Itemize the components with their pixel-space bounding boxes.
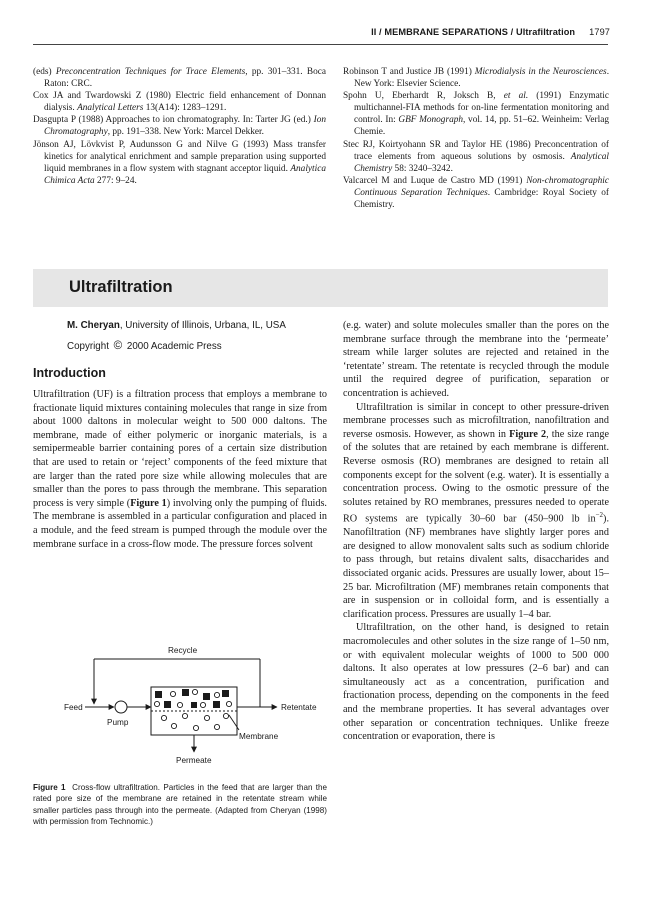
reference-entry: Valcarcel M and Luque de Castro MD (1991) Non-chromatographic Continuous Separation Techniques. Cambridge: Royal Society of Chemistry.	[343, 175, 609, 211]
large-particle	[164, 701, 171, 708]
body-paragraph: Ultrafiltration is similar in concept to other pressure-driven membrane processes such as microfiltration, nanofiltration and reverse osmosis. However, as shown in Figure 2, the size range of the solutes that are retained by each membrane is different. Reverse osmosis (RO) membranes are designed to retain all components except for the solvent (e.g. water). It is essentially a concentration process. Owing to the osmotic pressure of the solutes retained by RO membranes, pressures needed to operate RO systems are typically 30–60 bar (450–900 lb $in^{-2}$). Nanofiltration (NF) membranes have slightly larger pores and are designed to allow monovalent salts such as sodium chloride to pass through, but retains divalent salts, disaccharides and dissociated organic acids. Pressures are usually lower, about 15–25 bar. Microfiltration (MF) membranes retain components that are in suspension or in colloidal form, and is essentially a clarification process. Pressures are usually 1–4 bar.	[343, 401, 609, 620]
figure-1-caption	[33, 782, 327, 827]
pump-icon	[115, 701, 127, 713]
reference-entry: Dasgupta P (1988) Approaches to ion chromatography. In: Tarter JG (ed.) Ion Chromatography, pp. 191–338. New York: Marcel Dekker.	[33, 115, 326, 138]
membrane-label: Membrane	[239, 732, 279, 741]
section-title: Ultrafiltration	[69, 278, 173, 296]
body-paragraph: Ultrafiltration, on the other hand, is designed to retain macromolecules and other solutes in the size range of 1–50 nm, or with equivalent molecular weights of 1000 to 500 000 daltons. It also operates at low pressures (2–6 bar) and can simultaneously act as a concentration, purification and fractionation process, depending on the components in the feed and the membrane properties. It has several advantages over other separation or concentration techniques. Unlike freeze concentration or evaporation, there is	[343, 622, 609, 743]
reference-entry: Jönson AJ, Lövkvist P, Audunsson G and Nilve G (1993) Mass transfer kinetics for analytical enrichment and sample preparation using supported liquid membranes in a flow system with stagnant acceptor liquid. Analytica Chimica Acta 277: 9–24.	[33, 139, 326, 186]
figure-1-reference[interactable]: Figure 1	[130, 497, 167, 509]
reference-entry: Spohn U, Eberhardt R, Joksch B, et al. (1991) Enzymatic multichannel-FIA methods for on-line fermentation monitoring and control. In: GBF Monograph, vol. 14, pp. 51–62. Weinheim: Verlag Chemie.	[343, 91, 609, 138]
caption-label: Figure 1	[33, 783, 66, 792]
section-title-banner	[33, 269, 608, 307]
caption-text: Cross-flow ultrafiltration. Particles in the feed that are larger than the rated pore size of the membrane are retained in the retentate stream while smaller particles pass through into the permeate. (Adapted from Cheryan (1998) with permission from Technomic.)	[33, 783, 328, 826]
right-body-column	[343, 319, 609, 744]
reference-entry: (eds) Preconcentration Techniques for Trace Elements, pp. 301–331. Boca Raton: CRC.	[33, 67, 326, 90]
body-paragraph: (e.g. water) and solute molecules smaller than the pores on the membrane surface through the membrane into the ‘permeate’ stream while larger solutes are rejected and retained in the ‘retentate’ stream. The retentate is recycled through the module until the required degree of purification, separation or concentration is achieved.	[343, 320, 609, 399]
figure-1-diagram	[33, 640, 327, 780]
author-affiliation: , University of Illinois, Urbana, IL, USA	[119, 320, 286, 331]
running-title: II / MEMBRANE SEPARATIONS / Ultrafiltration	[371, 27, 576, 37]
large-particle	[203, 693, 210, 700]
author-line	[67, 320, 337, 331]
large-particle	[213, 701, 220, 708]
author-name: M. Cheryan	[67, 320, 120, 331]
recycle-label: Recycle	[168, 646, 198, 655]
reference-entry: Robinson T and Justice JB (1991) Microdialysis in the Neurosciences. New York: Elsevier Science.	[343, 67, 610, 90]
cross-flow-diagram	[33, 640, 327, 780]
permeate-label: Permeate	[176, 756, 212, 765]
left-body-column	[33, 388, 327, 551]
feed-label: Feed	[64, 703, 83, 712]
copyright-line: Copyright © 2000 Academic Press	[67, 340, 222, 352]
body-paragraph: Ultrafiltration (UF) is a filtration process that employs a membrane to fractionate liquid mixtures containing molecules that range in size from about 1000 daltons in molecular weight to 500 000 daltons. The membrane, made of either polymeric or inorganic materials, is a semipermeable barrier containing pores of a certain size distribution that are used to retain or ‘reject’ components of the feed mixture that are larger than the rated pore size while allowing molecules that are smaller than the pores to pass through the membrane. This separation process is very simple (Figure 1) involving only the pumping of fluids. The membrane is assembled in a particular configuration and placed in a module, and the feed stream is pumped through the module over the membrane surface in a cross-flow mode. The pressure forces solvent	[33, 389, 327, 550]
large-particle	[191, 702, 197, 708]
pump-label: Pump	[107, 718, 129, 727]
retentate-label: Retentate	[281, 703, 317, 712]
feed-line	[85, 701, 151, 713]
header-rule	[33, 44, 608, 45]
copyright-symbol: ©	[113, 340, 123, 352]
large-particle	[182, 689, 189, 696]
reference-entry: Stec RJ, Koirtyohann SR and Taylor HE (1986) Preconcentration of trace elements from aqueous solutions by osmosis. Analytical Chemistry 58: 3240–3242.	[343, 139, 609, 174]
introduction-heading: Introduction	[33, 366, 106, 380]
references-left-column	[33, 66, 326, 187]
page-number: 1797	[589, 27, 610, 37]
references-right-column	[343, 66, 609, 211]
large-particle	[155, 691, 162, 698]
running-header	[371, 27, 610, 37]
reference-entry: Cox JA and Twardowski Z (1980) Electric field enhancement of Donnan dialysis. Analytical Letters 13(A14): 1283–1291.	[33, 91, 326, 114]
large-particle	[222, 690, 229, 697]
figure-2-reference[interactable]: Figure 2	[509, 428, 547, 440]
